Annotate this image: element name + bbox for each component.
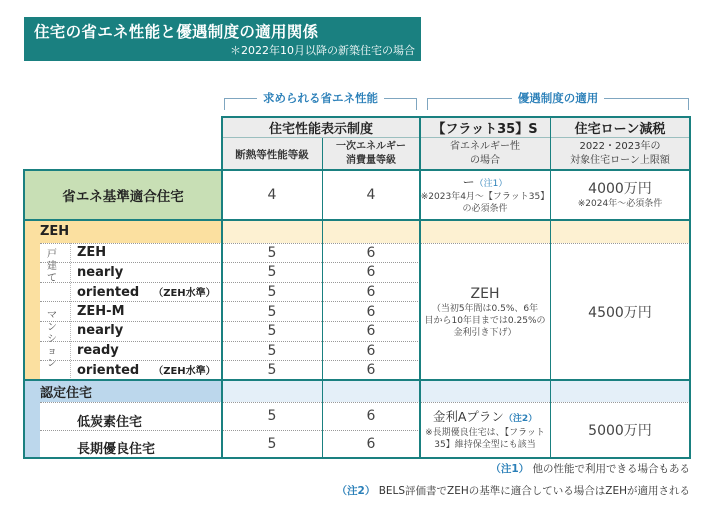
certified-insulation: 5	[267, 436, 277, 452]
zeh-energy: 6	[366, 362, 376, 379]
row-standard-flat35	[420, 170, 550, 220]
row-standard-loan	[550, 170, 690, 220]
row-standard-loan-sub: ※2024年～必須条件	[577, 199, 663, 209]
certified-flat35	[420, 402, 550, 458]
zeh-insulation: 5	[267, 342, 277, 359]
grid-line	[23, 457, 691, 459]
zeh-flat35	[420, 243, 550, 380]
divider	[40, 341, 420, 342]
zeh-flat35-main: ZEH	[470, 285, 500, 302]
zeh-energy: 6	[366, 244, 376, 261]
header-loan-tax-sub	[550, 138, 690, 170]
grid-line	[419, 116, 421, 459]
zeh-flat35-sub3: 金利引き下げ）	[453, 327, 517, 338]
divider	[40, 243, 420, 244]
zeh-item-label: ZEH-M	[77, 304, 125, 319]
zeh-energy: 6	[366, 342, 376, 359]
bracket-benefits-label-wrap	[427, 90, 689, 106]
row-standard-flat35-sub2: の必須条件	[462, 204, 508, 214]
grid-line	[322, 138, 323, 458]
note1-ref: （注1）	[474, 179, 508, 189]
header-flat35: 【フラット35】S	[420, 117, 550, 138]
divider	[40, 282, 420, 283]
header-energy-grade-line2: 消費量等級	[346, 155, 396, 166]
zeh-insulation: 5	[267, 283, 277, 300]
header-loan-tax: 住宅ローン減税	[550, 117, 690, 138]
certified-energy: 6	[366, 436, 376, 452]
certified-flat35-sub2: 35】維持保全型にも該当	[434, 440, 536, 450]
row-standard-flat35-sub1: ※2023年4月～【フラット35】	[420, 192, 550, 202]
certified-side-stripe	[24, 402, 40, 458]
note-1	[490, 461, 690, 476]
header-flat35-sub	[420, 138, 550, 170]
note2-ref: （注2）	[503, 414, 538, 424]
group-divider-v	[70, 243, 71, 380]
divider	[40, 360, 420, 361]
grid-line	[23, 379, 691, 381]
zeh-insulation: 5	[267, 264, 277, 281]
zeh-loan: 4500万円	[588, 304, 652, 321]
zeh-flat35-sub1: （当初5年間は0.5%、6年	[431, 303, 539, 314]
note-2	[337, 483, 690, 498]
zeh-insulation: 5	[267, 303, 277, 320]
header-insulation-grade: 断熱等性能等級	[222, 138, 322, 170]
divider	[40, 321, 420, 322]
grid-line	[689, 116, 691, 459]
grid-line	[23, 219, 691, 221]
zeh-insulation: 5	[267, 244, 277, 261]
divider	[40, 262, 420, 263]
zeh-item-label: ZEH	[77, 245, 107, 260]
divider	[40, 301, 420, 302]
grid-line	[23, 169, 691, 171]
title-banner	[24, 17, 421, 61]
header-loan-tax-sub-line2: 対象住宅ローン上限額	[570, 155, 670, 166]
zeh-insulation: 5	[267, 323, 277, 340]
zeh-energy: 6	[366, 323, 376, 340]
bracket-required-label-wrap	[224, 90, 417, 106]
note-2-tag: （注2）	[336, 485, 376, 497]
header-energy-grade-line1: 一次エネルギー	[336, 141, 406, 152]
row-standard-loan-amount: 4000万円	[588, 181, 652, 197]
grid-line	[222, 116, 691, 118]
zeh-side-stripe	[24, 243, 40, 380]
row-certified-band	[222, 380, 690, 402]
row-zeh-band	[222, 220, 690, 243]
certified-energy: 6	[366, 408, 376, 424]
note-2-text: BELS評価書でZEHの基準に適合している場合はZEHが適用される	[378, 485, 690, 497]
zeh-item-label: oriented （ZEH水準）	[77, 285, 216, 300]
zeh-flat35-sub2: 目から10年目までは0.25%の	[424, 315, 546, 326]
bracket-benefits-label: 優遇制度の適用	[512, 90, 605, 106]
header-loan-tax-sub-line1: 2022・2023年の	[579, 141, 661, 152]
certified-flat35-main: 金利Aプラン	[432, 409, 504, 424]
zeh-insulation: 5	[267, 362, 277, 379]
zeh-energy: 6	[366, 264, 376, 281]
group-mansion-label: マ ン シ ョ ン	[47, 310, 57, 369]
zeh-energy: 6	[366, 283, 376, 300]
bracket-required-label: 求められる省エネ性能	[257, 90, 384, 106]
certified-item-label: 低炭素住宅	[77, 415, 143, 430]
certified-loan: 5000万円	[588, 423, 652, 439]
note-1-text: 他の性能で利用できる場合もある	[532, 463, 690, 475]
zeh-item-label: ready	[77, 343, 119, 358]
grid-line	[222, 137, 691, 138]
certified-item-label: 長期優良住宅	[77, 442, 156, 457]
grid-line	[221, 116, 223, 459]
row-certified-label: 認定住宅	[24, 380, 222, 402]
header-energy-grade	[322, 138, 420, 170]
certified-flat35-sub1: ※長期優良住宅は、【フラット	[425, 428, 545, 438]
zeh-item-label: oriented （ZEH水準）	[77, 363, 216, 378]
row-standard-insulation: 4	[267, 187, 277, 203]
zeh-item-label: nearly	[77, 323, 124, 338]
page-title: 住宅の省エネ性能と優遇制度の適用関係	[34, 23, 319, 41]
row-zeh-label: ZEH	[24, 220, 222, 243]
note-1-tag: （注1）	[490, 463, 530, 475]
page-subtitle: ＊2022年10月以降の新築住宅の場合	[230, 44, 415, 57]
zeh-energy: 6	[366, 303, 376, 320]
divider	[40, 430, 420, 431]
certified-insulation: 5	[267, 408, 277, 424]
group-divider	[40, 301, 70, 302]
zeh-item-label: nearly	[77, 265, 124, 280]
header-flat35-sub-line2: の場合	[470, 155, 500, 166]
row-standard-flat35-main: ー	[462, 175, 475, 189]
grid-line	[550, 116, 551, 458]
grid-line	[23, 169, 25, 459]
row-standard-energy: 4	[366, 187, 376, 203]
group-detached-label: 戸 建 て	[47, 249, 57, 284]
header-performance-system: 住宅性能表示制度	[222, 117, 420, 138]
header-flat35-sub-line1: 省エネルギー性	[450, 141, 520, 152]
row-standard-label: 省エネ基準適合住宅	[24, 170, 222, 220]
